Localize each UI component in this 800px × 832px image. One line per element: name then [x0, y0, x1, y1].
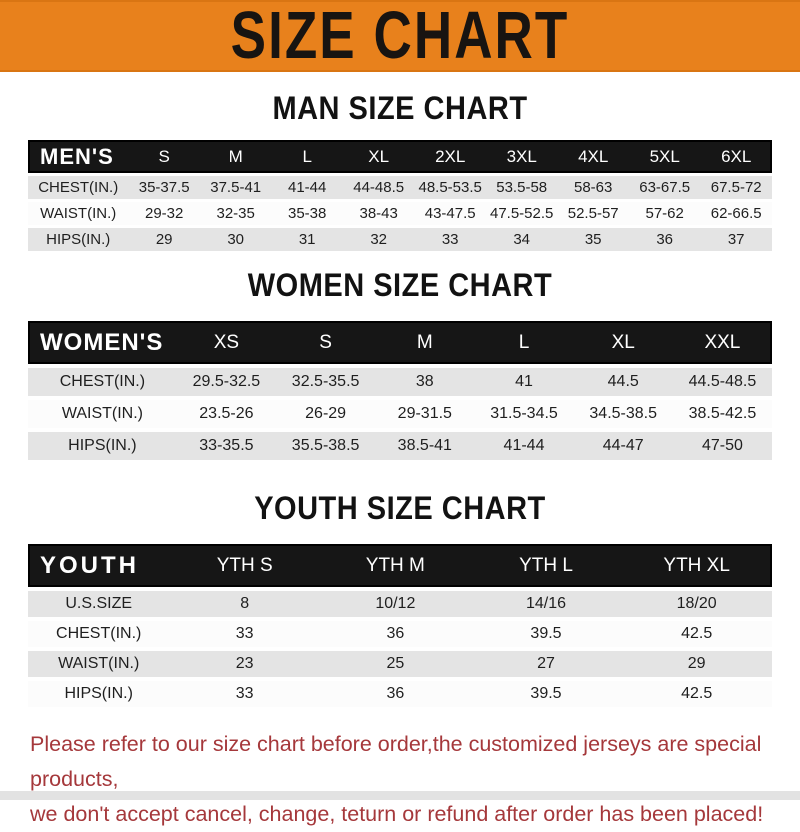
- row-label: WAIST(IN.): [61, 405, 143, 422]
- size-cell: 29: [155, 231, 173, 248]
- row-label: HIPS(IN.): [68, 437, 137, 454]
- women-section-heading-text: WOMEN SIZE CHART: [247, 268, 553, 304]
- size-cell: 58-63: [574, 179, 613, 196]
- size-cell: 41-44: [503, 437, 545, 454]
- size-cell: 39.5: [530, 625, 562, 642]
- size-cell: 29.5-32.5: [192, 373, 261, 390]
- women-size-column-header: XXL: [704, 331, 741, 353]
- size-cell: 29-31.5: [397, 405, 452, 422]
- men-size-column-header: L: [302, 146, 312, 166]
- youth-hips-row: [28, 681, 772, 707]
- size-cell: 41-44: [288, 179, 327, 196]
- size-cell: 33-35.5: [199, 437, 254, 454]
- size-cell: 34: [513, 231, 531, 248]
- women-size-column-header: XS: [213, 331, 240, 353]
- size-cell: 18/20: [676, 595, 717, 612]
- size-cell: 44.5: [607, 373, 639, 390]
- size-cell: 43-47.5: [424, 205, 476, 222]
- size-cell: 35-38: [288, 205, 327, 222]
- youth-section-heading: [0, 492, 800, 526]
- size-cell: 36: [386, 625, 405, 642]
- disclaimer-text: [30, 727, 800, 832]
- women-table-header-row: [28, 321, 772, 364]
- bottom-edge-strip: [0, 791, 800, 800]
- size-cell: 37: [727, 231, 745, 248]
- row-label: WAIST(IN.): [40, 205, 117, 222]
- size-cell: 42.5: [681, 625, 713, 642]
- men-size-column-header: 5XL: [649, 146, 680, 166]
- men-size-table: [28, 140, 772, 251]
- youth-size-table: [28, 544, 772, 707]
- youth-chest-row: [28, 621, 772, 647]
- size-cell: 33: [441, 231, 459, 248]
- size-cell: 67.5-72: [710, 179, 762, 196]
- size-cell: 33: [235, 625, 254, 642]
- men-table-title: MEN'S: [40, 143, 114, 169]
- disclaimer-line-1: Please refer to our size chart before order,the customized jerseys are special products,: [30, 732, 762, 791]
- row-label: CHEST(IN.): [59, 373, 146, 390]
- size-cell: 32.5-35.5: [291, 373, 360, 390]
- youth-table-title: YOUTH: [40, 551, 139, 579]
- size-cell: 27: [537, 655, 555, 672]
- men-section-heading-text: MAN SIZE CHART: [272, 91, 528, 127]
- row-label: HIPS(IN.): [46, 231, 111, 248]
- size-cell: 63-67.5: [639, 179, 691, 196]
- row-label: CHEST(IN.): [38, 179, 119, 196]
- women-size-table: [28, 321, 772, 460]
- size-cell: 38: [415, 373, 434, 390]
- size-cell: 36: [656, 231, 674, 248]
- size-cell: 36: [386, 685, 405, 702]
- size-cell: 38-43: [359, 205, 398, 222]
- youth-section-heading-text: YOUTH SIZE CHART: [254, 491, 546, 527]
- row-label: CHEST(IN.): [56, 625, 142, 642]
- row-label: WAIST(IN.): [58, 655, 140, 672]
- men-size-column-header: 3XL: [506, 146, 537, 166]
- youth-size-column-header: YTH S: [216, 554, 273, 576]
- size-cell: 44-47: [602, 437, 644, 454]
- women-chest-row: [28, 368, 772, 396]
- women-waist-row: [28, 400, 772, 428]
- size-cell: 38.5-41: [397, 437, 452, 454]
- women-size-column-header: M: [416, 331, 433, 353]
- size-chart-banner: [0, 0, 800, 72]
- men-size-column-header: M: [228, 146, 243, 166]
- size-cell: 23: [235, 655, 254, 672]
- youth-size-column-header: YTH L: [519, 554, 573, 576]
- women-hips-row: [28, 432, 772, 460]
- men-size-column-header: 2XL: [435, 146, 466, 166]
- size-cell: 29-32: [145, 205, 184, 222]
- size-cell: 47.5-52.5: [489, 205, 554, 222]
- row-label: HIPS(IN.): [64, 685, 133, 702]
- size-cell: 26-29: [305, 405, 347, 422]
- men-section-heading: [0, 92, 800, 126]
- size-cell: 31: [298, 231, 316, 248]
- women-table-title: WOMEN'S: [40, 328, 164, 356]
- size-cell: 35-37.5: [138, 179, 190, 196]
- size-cell: 8: [240, 595, 250, 612]
- youth-waist-row: [28, 651, 772, 677]
- men-size-column-header: S: [158, 146, 170, 166]
- men-size-column-header: XL: [368, 146, 390, 166]
- men-size-column-header: 4XL: [578, 146, 609, 166]
- women-size-column-header: L: [518, 331, 530, 353]
- size-cell: 31.5-34.5: [490, 405, 558, 422]
- size-cell: 48.5-53.5: [418, 179, 482, 196]
- women-size-column-header: XL: [611, 331, 635, 353]
- youth-ussize-row: [28, 591, 772, 617]
- size-cell: 33: [235, 685, 254, 702]
- size-cell: 57-62: [645, 205, 684, 222]
- row-label: U.S.SIZE: [65, 595, 133, 612]
- size-cell: 10/12: [375, 595, 416, 612]
- men-hips-row: [28, 228, 772, 251]
- youth-table-header-row: [28, 544, 772, 587]
- size-cell: 32: [370, 231, 388, 248]
- disclaimer-line-2: we don't accept cancel, change, teturn or refund after order has been placed!: [30, 802, 764, 826]
- size-cell: 47-50: [701, 437, 743, 454]
- size-cell: 53.5-58: [496, 179, 548, 196]
- size-cell: 37.5-41: [210, 179, 262, 196]
- women-section-heading: [0, 269, 800, 303]
- size-cell: 14/16: [525, 595, 567, 612]
- men-chest-row: [28, 176, 772, 199]
- size-cell: 44.5-48.5: [688, 373, 757, 390]
- size-cell: 38.5-42.5: [688, 405, 757, 422]
- size-cell: 39.5: [530, 685, 562, 702]
- size-cell: 30: [227, 231, 245, 248]
- size-cell: 34.5-38.5: [589, 405, 658, 422]
- page-title: SIZE CHART: [230, 0, 570, 74]
- men-waist-row: [28, 202, 772, 225]
- women-size-column-header: S: [319, 331, 332, 353]
- size-cell: 25: [386, 655, 405, 672]
- size-cell: 23.5-26: [199, 405, 254, 422]
- men-table-header-row: [28, 140, 772, 173]
- size-cell: 62-66.5: [710, 205, 762, 222]
- size-cell: 35.5-38.5: [291, 437, 360, 454]
- size-cell: 42.5: [681, 685, 713, 702]
- size-cell: 32-35: [216, 205, 255, 222]
- size-cell: 35: [584, 231, 602, 248]
- youth-size-column-header: YTH M: [365, 554, 425, 576]
- size-cell: 44-48.5: [353, 179, 405, 196]
- youth-size-column-header: YTH XL: [663, 554, 730, 576]
- size-cell: 52.5-57: [567, 205, 619, 222]
- men-size-column-header: 6XL: [721, 146, 752, 166]
- size-cell: 29: [687, 655, 706, 672]
- size-cell: 41: [515, 373, 533, 390]
